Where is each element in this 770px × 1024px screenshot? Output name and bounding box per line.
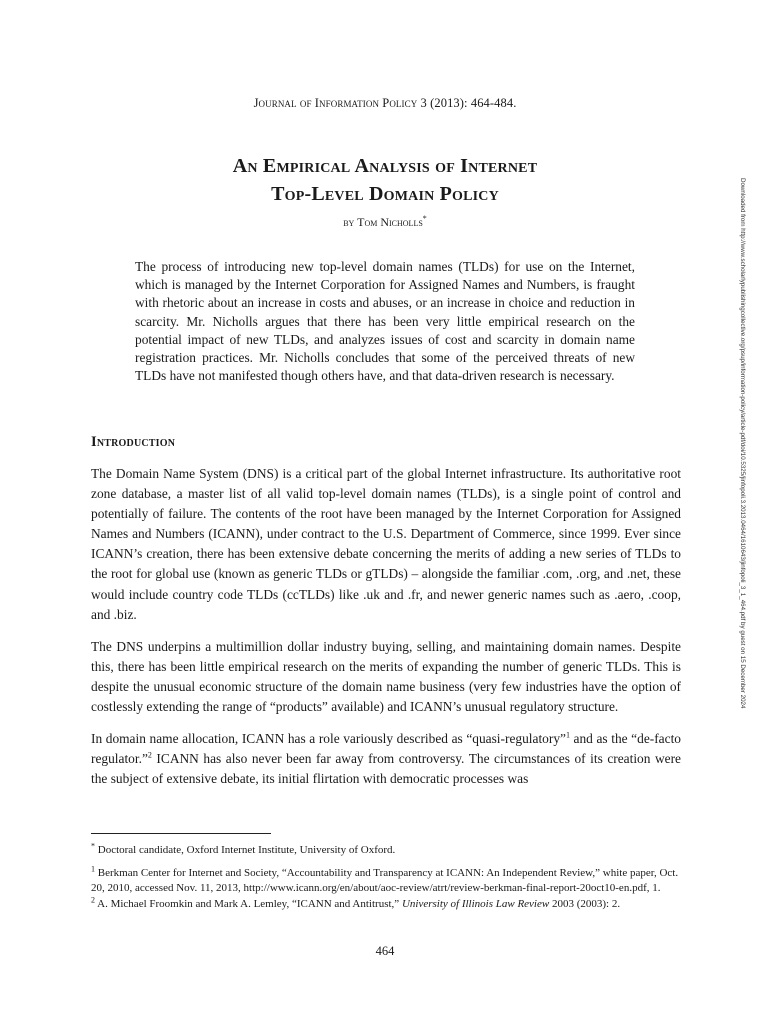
- journal-header: Journal of Information Policy 3 (2013): 464-484.: [253, 96, 517, 110]
- paragraph-3-text-c: ICANN has also never been far away from controversy. The circumstances of its creation were the subject of extensive debate, its initial flirtation with democratic processes was: [91, 751, 681, 787]
- paragraph-3: [91, 729, 681, 789]
- section-heading-introduction: Introduction: [91, 434, 176, 450]
- paragraph-3-text-b: and as the “de-facto regulator.”: [91, 731, 681, 767]
- article-title-block: [0, 152, 770, 230]
- download-watermark-text: Downloaded from http://www.scholarlypublishingcollective.org/psup/information-policy/article-pdf/doi/10.5325/jinfopoli.3.2013.0464/1610643/jinfopoli_3_1_464.pdf by guest on 15 December 2024: [739, 178, 746, 709]
- page-number: 464: [375, 944, 395, 958]
- author-footnote-mark[interactable]: *: [422, 214, 427, 223]
- article-title-line-1: An Empirical Analysis of Internet: [232, 155, 538, 177]
- footnote-author-text: Doctoral candidate, Oxford Internet Institute, University of Oxford.: [95, 844, 396, 856]
- footnote-2-journal: University of Illinois Law Review: [401, 897, 550, 910]
- footnote-2-mark: 2: [91, 894, 95, 904]
- paragraph-1: The Domain Name System (DNS) is a critical part of the global Internet infrastructure. Its authoritative root zone database, a master list of all valid top-level domain names (TLDs), is a single point of control and potentially of failure. The contents of the root have been managed by the Internet Corporation for Assigned Names and Numbers (ICANN), under contract to the U.S. Department of Commerce, since 1999. Ever since ICANN’s creation, there has been extensive debate concerning the merits of adding a new series of TLDs to the root for global use (known as generic TLDs or gTLDs) – alongside the familiar .com, .org, and .net, these would include country code TLDs (ccTLDs) like .uk and .fr, and newer generic names such as .aero, .coop, and .biz.: [91, 466, 681, 622]
- footnote-author-mark: *: [91, 841, 95, 851]
- footnote-ref-1[interactable]: 1: [565, 730, 570, 740]
- footnote-2-text-a: A. Michael Froomkin and Mark A. Lemley, “ICANN and Antitrust,”: [95, 897, 402, 910]
- download-watermark-strip: [735, 178, 749, 828]
- body-text: [91, 464, 681, 801]
- paragraph-3-text-a: In domain name allocation, ICANN has a role variously described as “quasi-regulatory”: [91, 731, 566, 747]
- footnotes: [91, 843, 681, 919]
- footnote-2: [91, 894, 681, 913]
- footnote-2-text-b: 2003 (2003): 2.: [549, 897, 621, 910]
- footnote-divider: [91, 833, 271, 834]
- author-name: Tom Nicholls: [357, 215, 423, 229]
- footnote-1: [91, 863, 681, 897]
- footnote-ref-2[interactable]: 2: [147, 750, 152, 760]
- footnote-author: [91, 843, 681, 859]
- byline: [0, 214, 770, 230]
- article-title-line-2: Top-Level Domain Policy: [271, 183, 499, 205]
- footnote-1-text[interactable]: Berkman Center for Internet and Society, “Accountability and Transparency at ICANN: An Independent Review,” white paper, Oct. 20, 2010, accessed Nov. 11, 2013, http://www.icann.org/en/about/aoc-review/atrt/review-berkman-final-report-20oct10-en.pdf, 1.: [91, 866, 679, 894]
- byline-prefix: by: [343, 215, 358, 229]
- footnote-1-mark: 1: [91, 863, 95, 873]
- abstract: The process of introducing new top-level domain names (TLDs) for use on the Internet, which is managed by the Internet Corporation for Assigned Names and Numbers, is fraught with rhetoric about an increase in costs and abuses, or an increase in choice and reduction in scarcity. Mr. Nicholls argues that there has been very little empirical research on the potential impact of new TLDs, and analyzes issues of cost and scarcity in domain name registration practices. Mr. Nicholls concludes that some of the perceived threats of new TLDs have not manifested though others have, and that data-driven research is necessary.: [135, 259, 635, 384]
- paragraph-2: The DNS underpins a multimillion dollar industry buying, selling, and maintaining domain names. Despite this, there has been little empirical research on the merits of expanding the number of generic TLDs. This is despite the unusual economic structure of the domain name business (very few industries have the option of costlessly extending the range of “products” available) and ICANN’s unusual regulatory structure.: [91, 638, 681, 715]
